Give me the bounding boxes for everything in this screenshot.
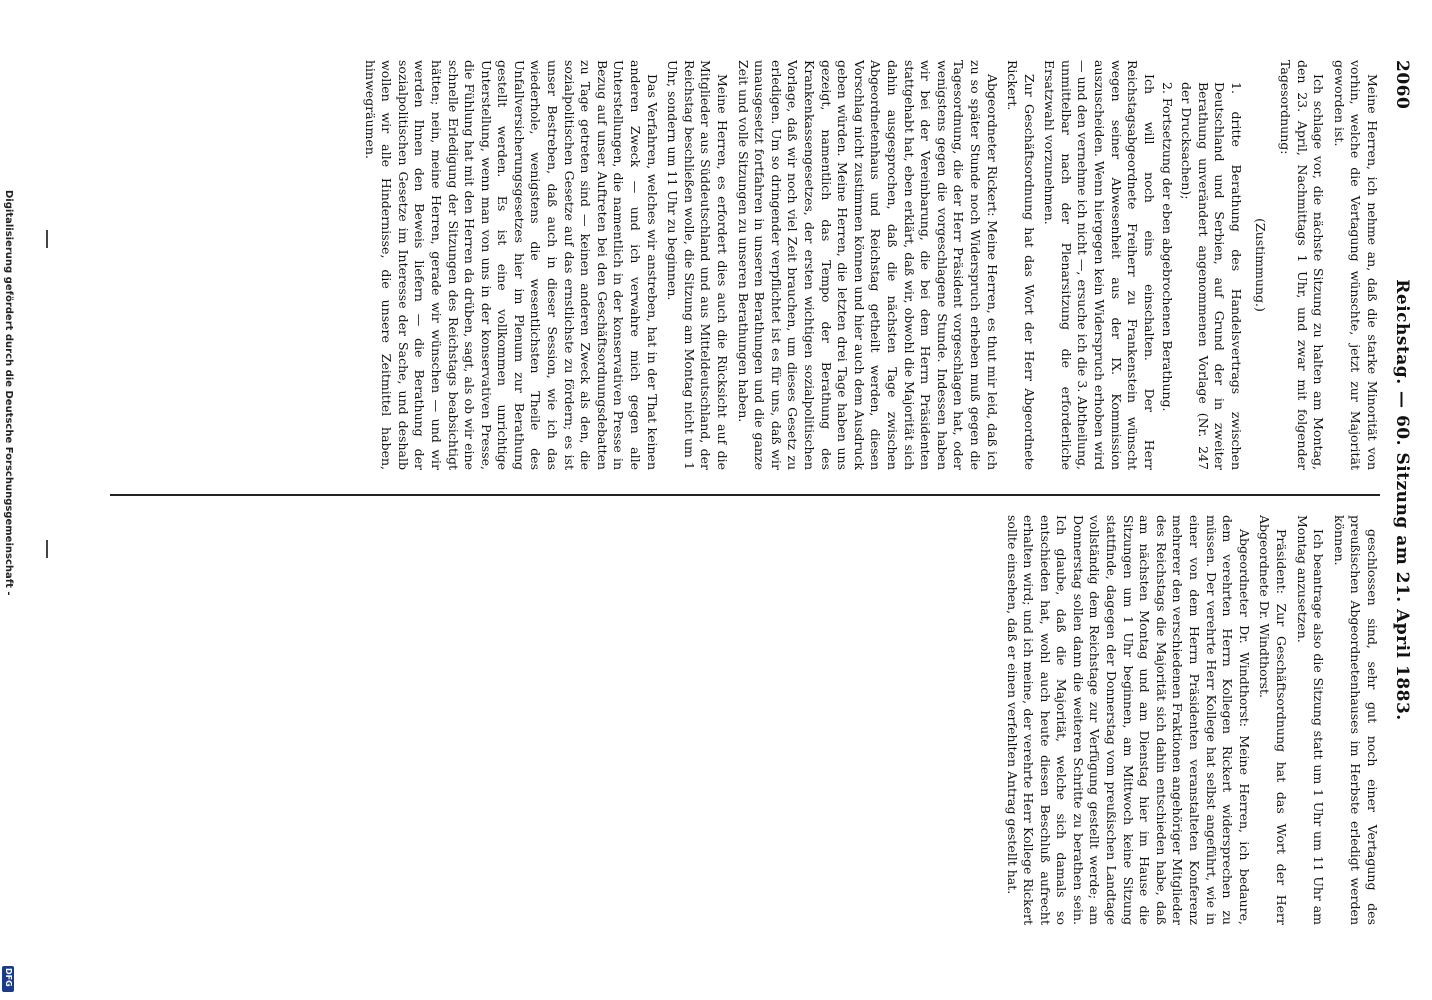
paragraph: Das Verfahren, welches wir anstreben, hat in der That keinen anderen Zweck — und ich verwahre mich gegen alle Unterstellungen, die namentlich in der konservativen Presse in Bezug auf unser Auftreten bei den Geschäftsordnungsdebatten zu Tage getreten sind — keinen anderen Zweck als den, die sozialpolitischen Gesetze auf das ernstlichste zu fördern; es ist unser Bestreben, daß auch in dieser Session, wie ich das wiederhole, wenigstens die wesentlichsten Theile des Unfallversicherungsgesetzes hier im Plenum zur Berathung gestellt werden. Es ist eine vollkommen unrichtige Unterstellung, wenn man von uns in der konservativen Presse, die Fühlung hat mit den Herren da drüben, sagt, als ob wir eine schnelle Erledigung der Sitzungen des Reichstags beabsichtigt hätten; nein, meine Herren, gerade wir wünschen — und wir werden Ihnen den Beweis liefern — die Berathung der sozialpolitischen Gesetze im Interesse der Sache, und deshalb wollen wir alle Hindernisse, die unsere Zeitmittel haben, hinwegräumen. [362, 60, 660, 470]
interjection: (Zustimmung.) [1253, 218, 1269, 312]
scan-edge-mark [46, 230, 48, 248]
document-page [86, 60, 1416, 940]
page-header [1386, 60, 1416, 940]
text-column-left [100, 60, 1380, 470]
paragraph: Meine Herren, ich nehme an, daß die starke Minorität von vorhin, welche die Vertagung wünschte, jetzt zur Majorität geworden ist. [1331, 60, 1380, 470]
paragraph: Zur Geschäftsordnung hat das Wort der Herr Abgeordnete Rickert. [1005, 60, 1037, 470]
paragraph: geschlossen sind, sehr gut noch einer Vertagung des preußischen Abgeordnetenhauses im Herbste erledigt werden können. [1331, 515, 1380, 925]
text-column-right [100, 515, 1380, 925]
paragraph: Ich beantrage also die Sitzung statt um 1 Uhr um 11 Uhr am Montag anzusetzen. [1294, 515, 1327, 925]
page-number: 2060 [1392, 60, 1412, 110]
digitization-note-text: Digitalisierung gefördert durch die Deutsche Forschungsgemeinschaft - [3, 190, 14, 596]
speech-paragraph: Abgeordneter Rickert: Meine Herren, es thut mir leid, daß ich zu so später Stunde noch Widerspruch erheben muß gegen die Tagesordnung, die der Herr Präsident vorgeschlagen hat, oder wenigstens gegen die vorgeschlagene Stunde. Indessen haben wir bei der Vereinbarung, die bei dem Herrn Präsidenten stattgehabt hat, eben erklärt, daß wir, obwohl die Majorität sich dahin ausgesprochen, daß die nächsten Tage zwischen Abgeordnetenhaus und Reichstag getheilt werden, diesen Vorschlag nicht zustimmen können und hier auch dem Ausdruck geben würden. Meine Herren, die letzten drei Tage haben uns gezeigt, namentlich das Tempo der Berathung des Krankenkassengesetzes, der ersten wichtigen sozialpolitischen Vorlage, daß wir noch viel Zeit brauchen, um dieses Gesetz zu erledigen. Um so dringender verpflichtet ist es für uns, daß wir unausgesetzt fortfahren in unseren Berathungen und die ganze Zeit und volle Sitzungen zu unseren Berathungen haben. [735, 60, 1000, 470]
page-title: Reichstag. — 60. Sitzung am 21. April 1883. [1392, 279, 1412, 721]
agenda-item: 2. Fortsetzung der eben abgebrochenen Berathung. [1160, 82, 1176, 412]
speech-paragraph: Abgeordneter Dr. Windthorst: Meine Herren, ich bedaure, dem verehrten Herrn Kollegen Rickert widersprechen zu müssen. Der verehrte Herr Kollege hat selbst angeführt, wie in einer von dem Herrn Präsidenten veranstalteten Konferenz mehrerer den verschiedenen Fraktionen angehöriger Mitglieder des Reichstags die Majorität sich dahin entschieden habe, daß am nächsten Montag und am Dienstag hier im Hause die Sitzungen um 1 Uhr beginnen, am Mittwoch keine Sitzung stattfinde, dagegen der Donnerstag vom preußischen Landtage vollständig dem Reichstage zur Verfügung gestellt werde; am Donnerstag sollen dann die weiteren Schritte zu berathen sein. Ich glaube, daß die Majorität, welche sich damals so entschieden hat, wohl auch heute diesen Beschluß aufrecht erhalten wird; und ich meine, der verehrte Herr Kollege Rickert sollte einsehen, daß er einen verfehlten Antrag gestellt hat. [1004, 515, 1252, 925]
paragraph: Ich schlage vor, die nächste Sitzung zu halten am Montag, den 23. April, Nachmittags 1 Uhr, und zwar mit folgender Tagesordnung: [1278, 60, 1327, 470]
paragraph: Ich will noch eins einschalten. Der Herr Reichstagsabgeordnete Freiherr zu Frankenstein wünscht wegen seiner Abwesenheit aus der IX. Kommission auszuscheiden. Wenn hiergegen kein Widerspruch erhoben wird — und den vernehme ich nicht —, ersuche ich die 3. Abtheilung, unmittelbar nach der Plenarsitzung die erforderliche Ersatzwahl vorzunehmen. [1042, 60, 1157, 470]
digitization-note [2, 190, 16, 990]
speaker-paragraph: Präsident: Zur Geschäftsordnung hat das Wort der Herr Abgeordnete Dr. Windthorst. [1257, 515, 1290, 925]
paragraph: Meine Herren, es erfordert dies auch die Rücksicht auf die Mitglieder aus Süddeutschland und aus Mitteldeutschland, der Reichstag beschließen wolle, die Sitzung am Montag nicht um 1 Uhr, sondern um 11 Uhr zu beginnen. [665, 60, 731, 470]
agenda-item: 1. dritte Berathung des Handelsvertrags zwischen Deutschland und Serbien, auf Grund der in zweiter Berathung unverändert angenommenen Vorlage (Nr. 247 der Drucksachen); [1179, 82, 1244, 470]
dfg-logo-icon [2, 966, 14, 992]
dfg-logo-text: DFG [4, 968, 13, 987]
scan-edge-mark [46, 540, 48, 558]
column-divider [110, 494, 1380, 496]
